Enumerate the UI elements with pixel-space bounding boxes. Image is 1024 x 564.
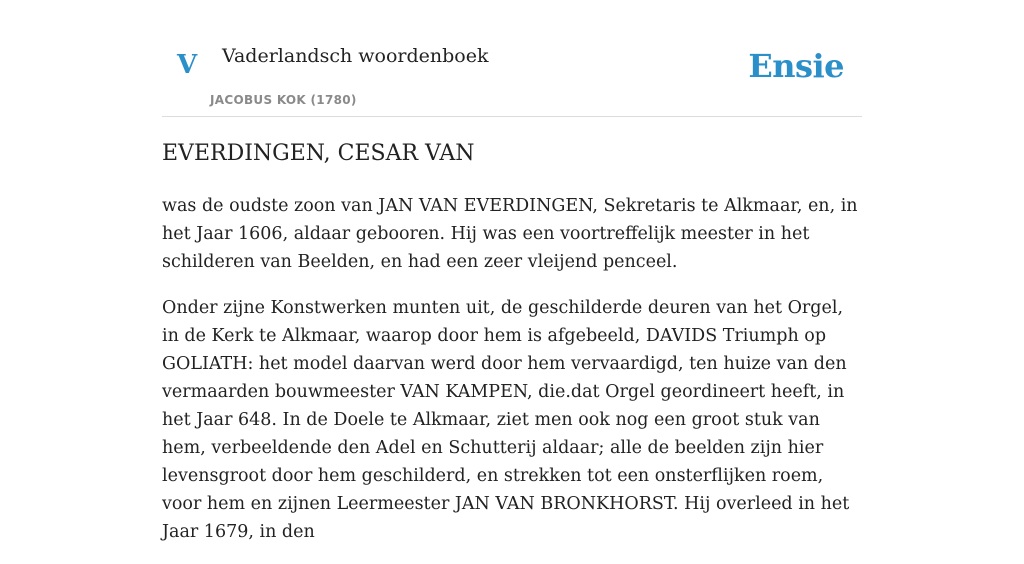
ensie-logo-link[interactable]: Ensie [748,47,844,85]
entry-title: EVERDINGEN, CESAR VAN [162,141,475,166]
book-author: JACOBUS KOK (1780) [210,93,357,107]
entry-paragraph: was de oudste zoon van JAN VAN EVERDINGEN, Sekretaris te Alkmaar, en, in het Jaar 1606, aldaar gebooren. Hij was een voortreffelijk meester in het schilderen van Beelden, en had een zeer vleijend penceel. [162,196,858,272]
header [162,0,862,117]
book-logo-letter[interactable]: V [177,50,198,80]
book-title[interactable]: Vaderlandsch woordenboek [222,45,489,67]
entry-paragraph: Onder zijne Konstwerken munten uit, de geschilderde deuren van het Orgel, in de Kerk te Alkmaar, waarop door hem is afgebeeld, DAVIDS Triumph op GOLIATH: het model daarvan werd door hem vervaardigd, ten huize van den vermaarden bouwmeester VAN KAMPEN, die.dat Orgel geordineert heeft, in het Jaar 648. In de Doele te Alkmaar, ziet men ook nog een groot stuk van hem, verbeeldende den Adel en Schutterij aldaar; alle de beelden zijn hier levensgroot door hem geschilderd, en strekken tot een onsterflijken roem, voor hem en zijnen Leermeester JAN VAN BRONKHORST. Hij overleed in het Jaar 1679, in den [162,298,850,542]
entry-body [162,192,864,564]
